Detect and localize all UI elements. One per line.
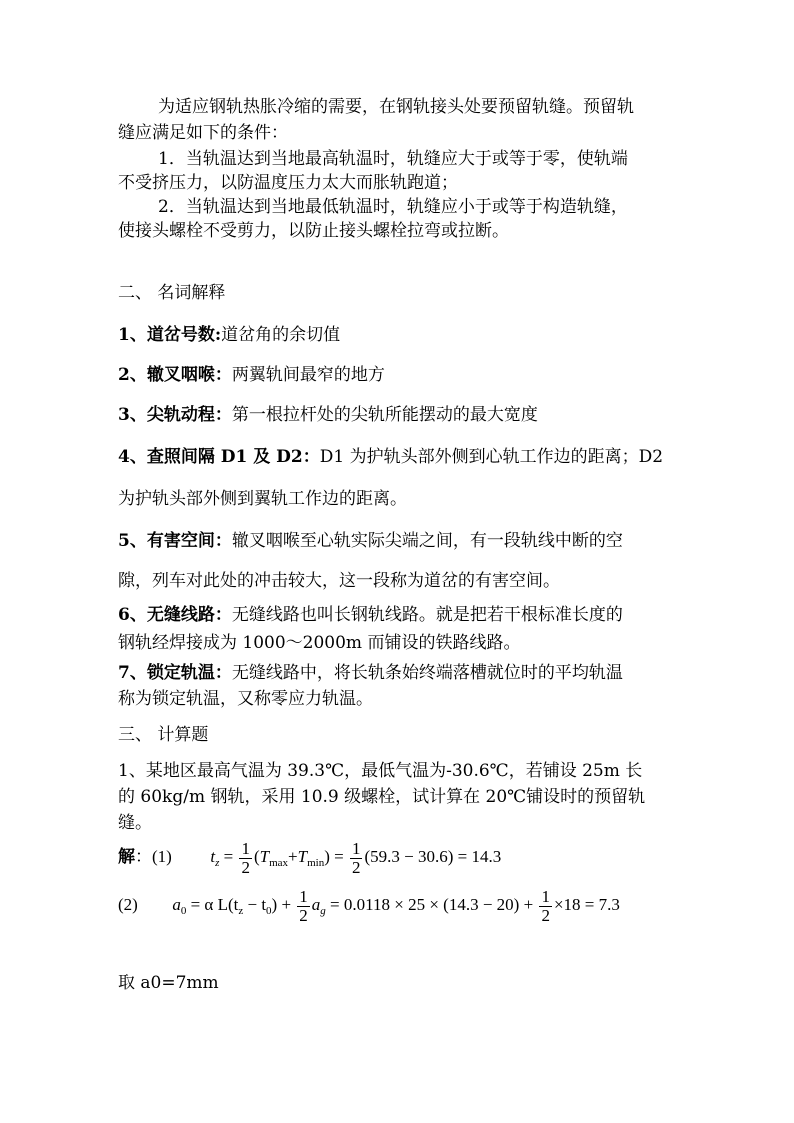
t-min-subscript: min <box>307 857 325 869</box>
eq1-equals: = <box>223 847 234 866</box>
section-2-heading: 二、 名词解释 <box>118 283 226 303</box>
term-1 <box>118 324 340 346</box>
term-7 <box>118 662 623 684</box>
term-7-continued: 称为锁定轨温，又称零应力轨温。 <box>118 689 373 709</box>
eq1-close-paren: ) <box>324 847 330 866</box>
term-4-def: D1 为护轨头部外侧到心轨工作边的距离；D2 <box>319 447 664 467</box>
half-fraction-1 <box>239 840 252 877</box>
t-max-subscript: max <box>269 857 289 869</box>
term-6-continued: 钢轨经焊接成为 1000～2000m 而铺设的铁路线路。 <box>118 633 521 653</box>
term-1-def: 道岔角的余切值 <box>221 325 341 345</box>
eq1-open-paren: ( <box>253 847 260 866</box>
a0-subscript: 0 <box>180 905 187 917</box>
problem-line-3: 缝。 <box>118 813 152 833</box>
eq2-close: ) + <box>271 895 296 914</box>
eq2-rhs-1: = 0.0118 × 25 × (14.3 − 20) + <box>330 895 538 914</box>
term-6 <box>118 604 623 626</box>
solution-label: 解 <box>118 847 135 867</box>
half-fraction-2-den: 2 <box>351 857 361 877</box>
solution-colon: ： <box>135 847 152 867</box>
a0-symbol: a <box>172 895 181 914</box>
conclusion: 取 a0=7mm <box>118 973 219 993</box>
step-1-label: (1) <box>152 847 172 866</box>
term-3-name: 3、尖轨动程 <box>118 405 215 425</box>
term-1-name: 1、道岔号数 <box>118 325 215 345</box>
half-fraction-3 <box>297 888 310 925</box>
term-3 <box>118 404 538 426</box>
eq1-values: (59.3 − 30.6) = 14.3 <box>364 847 502 866</box>
term-2-def: 两翼轨间最窄的地方 <box>231 365 385 385</box>
half-fraction-1-num: 1 <box>241 838 250 858</box>
condition-2-line-1: 2．当轨温达到当地最低轨温时，轨缝应小于或等于构造轨缝， <box>158 197 628 217</box>
term-2-sep: ： <box>214 365 232 385</box>
ag-symbol: a <box>311 895 321 914</box>
term-2 <box>118 364 385 386</box>
section-3-heading: 三、 计算题 <box>118 725 209 745</box>
tz-subscript-2: z <box>238 905 244 917</box>
equation-1 <box>118 838 501 878</box>
term-4-sep: ： <box>302 447 320 467</box>
half-fraction-3-den: 2 <box>299 905 308 925</box>
tz-symbol: t <box>210 847 216 866</box>
half-fraction-4-num: 1 <box>541 886 550 906</box>
eq2-rhs-2: ×18 = 7.3 <box>553 895 620 914</box>
t0-subscript: 0 <box>266 905 272 917</box>
intro-line-1: 为适应钢轨热胀冷缩的需要，在钢轨接头处要预留轨缝。预留轨 <box>158 97 634 117</box>
term-4-name: 4、查照间隔 D1 及 D2 <box>118 447 303 467</box>
term-3-def: 第一根拉杆处的尖轨所能摆动的最大宽度 <box>231 405 538 425</box>
eq1-plus: + <box>288 847 298 866</box>
term-6-def: 无缝线路也叫长钢轨线路。就是把若干根标准长度的 <box>231 605 623 625</box>
intro-line-2: 缝应满足如下的条件： <box>118 123 288 143</box>
term-5 <box>118 530 623 552</box>
term-1-sep: : <box>214 325 222 345</box>
term-6-sep: ： <box>214 605 232 625</box>
half-fraction-1-den: 2 <box>241 857 250 877</box>
term-6-name: 6、无缝线路 <box>118 605 215 625</box>
half-fraction-2 <box>350 840 363 877</box>
eq1-equals-2: = <box>334 847 344 866</box>
t-max-symbol: T <box>259 847 270 866</box>
term-5-name: 5、有害空间 <box>118 531 215 551</box>
half-fraction-4-den: 2 <box>541 905 550 925</box>
problem-line-2: 的 60kg/m 钢轨，采用 10.9 级螺栓，试计算在 20℃铺设时的预留轨 <box>118 787 646 807</box>
term-4-continued: 为护轨头部外侧到翼轨工作边的距离。 <box>118 489 407 509</box>
tz-subscript: z <box>215 857 220 869</box>
problem-line-1: 1、某地区最高气温为 39.3℃，最低气温为-30.6℃，若铺设 25m 长 <box>118 761 643 781</box>
ag-subscript: g <box>320 905 326 917</box>
condition-1-line-1: 1．当轨温达到当地最高轨温时，轨缝应大于或等于零，使轨端 <box>158 149 628 169</box>
term-4 <box>118 446 663 468</box>
term-5-sep: ： <box>214 531 232 551</box>
equation-2 <box>118 886 620 926</box>
t-min-symbol: T <box>297 847 308 866</box>
condition-2-line-2: 使接头螺栓不受剪力，以防止接头螺栓拉弯或拉断。 <box>118 221 509 241</box>
term-7-def: 无缝线路中，将长轨条始终端落槽就位时的平均轨温 <box>231 663 623 683</box>
condition-1-line-2: 不受挤压力，以防温度压力太大而胀轨跑道； <box>118 173 458 193</box>
eq2-left: = α L(t <box>190 895 239 914</box>
eq2-minus: − t <box>243 895 267 914</box>
term-3-sep: ： <box>214 405 232 425</box>
term-2-name: 2、辙叉咽喉 <box>118 365 215 385</box>
term-7-sep: ： <box>214 663 232 683</box>
step-2-label: (2) <box>118 895 138 914</box>
half-fraction-3-num: 1 <box>299 886 308 906</box>
term-5-def: 辙叉咽喉至心轨实际尖端之间，有一段轨线中断的空 <box>231 531 623 551</box>
half-fraction-4 <box>539 888 552 925</box>
term-5-continued: 隙，列车对此处的冲击较大，这一段称为道岔的有害空间。 <box>118 571 560 591</box>
half-fraction-2-num: 1 <box>351 838 361 858</box>
term-7-name: 7、锁定轨温 <box>118 663 215 683</box>
